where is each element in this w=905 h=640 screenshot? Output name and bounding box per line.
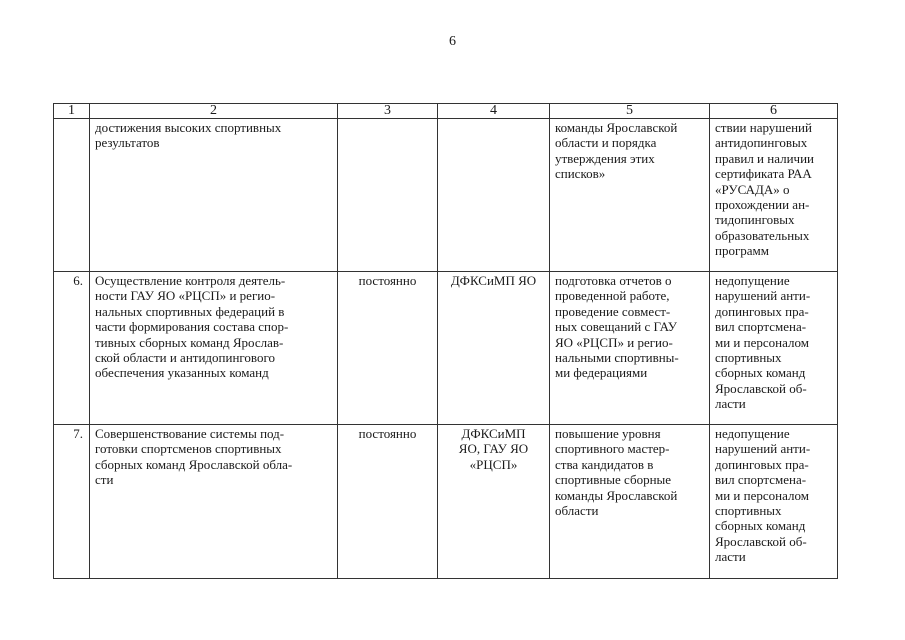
table-row [54,272,838,425]
column-header-2: 2 [90,104,338,119]
column-header-4: 4 [438,104,550,119]
result-cell: подготовка отчетов о проведенной работе, проведение совмест- ных совещаний с ГАУ ЯО «РЦСП» и регио- нальными спортивны- ми федерациями [550,272,710,425]
term-cell: постоянно [338,425,438,579]
result-cell: повышение уровня спортивного мастер- ства кандидатов в спортивные сборные команды Ярославской области [550,425,710,579]
column-header-3: 3 [338,104,438,119]
table-row [54,425,838,579]
column-header-6: 6 [710,104,838,119]
executor-cell [438,119,550,272]
indicator-cell: недопущение нарушений анти- допинговых пра- вил спортсмена- ми и персоналом спортивных сборных команд Ярославской об- ласти [710,425,838,579]
measure-cell: Совершенствование системы под- готовки спортсменов спортивных сборных команд Ярославской обла- сти [90,425,338,579]
term-cell [338,119,438,272]
row-number [54,119,90,272]
measure-cell: Осуществление контроля деятель- ности ГАУ ЯО «РЦСП» и регио- нальных спортивных федераций в части формирования состава спор- тивных сборных команд Ярослав- ской области и антидопингового обеспечения указанных команд [90,272,338,425]
term-cell: постоянно [338,272,438,425]
indicator-cell: ствии нарушений антидопинговых правил и наличии сертификата РАА «РУСАДА» о прохождении ан- тидопинговых образовательных программ [710,119,838,272]
row-number: 6. [54,272,90,425]
measure-cell: достижения высоких спортивных результатов [90,119,338,272]
indicator-cell: недопущение нарушений анти- допинговых пра- вил спортсмена- ми и персоналом спортивных сборных команд Ярославской об- ласти [710,272,838,425]
table-header-row [54,104,838,119]
measures-table [53,103,838,579]
result-cell: команды Ярославской области и порядка утверждения этих списков» [550,119,710,272]
executor-cell: ДФКСиМП ЯО, ГАУ ЯО «РЦСП» [438,425,550,579]
page-number: 6 [449,34,456,49]
row-number: 7. [54,425,90,579]
column-header-5: 5 [550,104,710,119]
column-header-1: 1 [54,104,90,119]
executor-cell: ДФКСиМП ЯО [438,272,550,425]
table-row [54,119,838,272]
